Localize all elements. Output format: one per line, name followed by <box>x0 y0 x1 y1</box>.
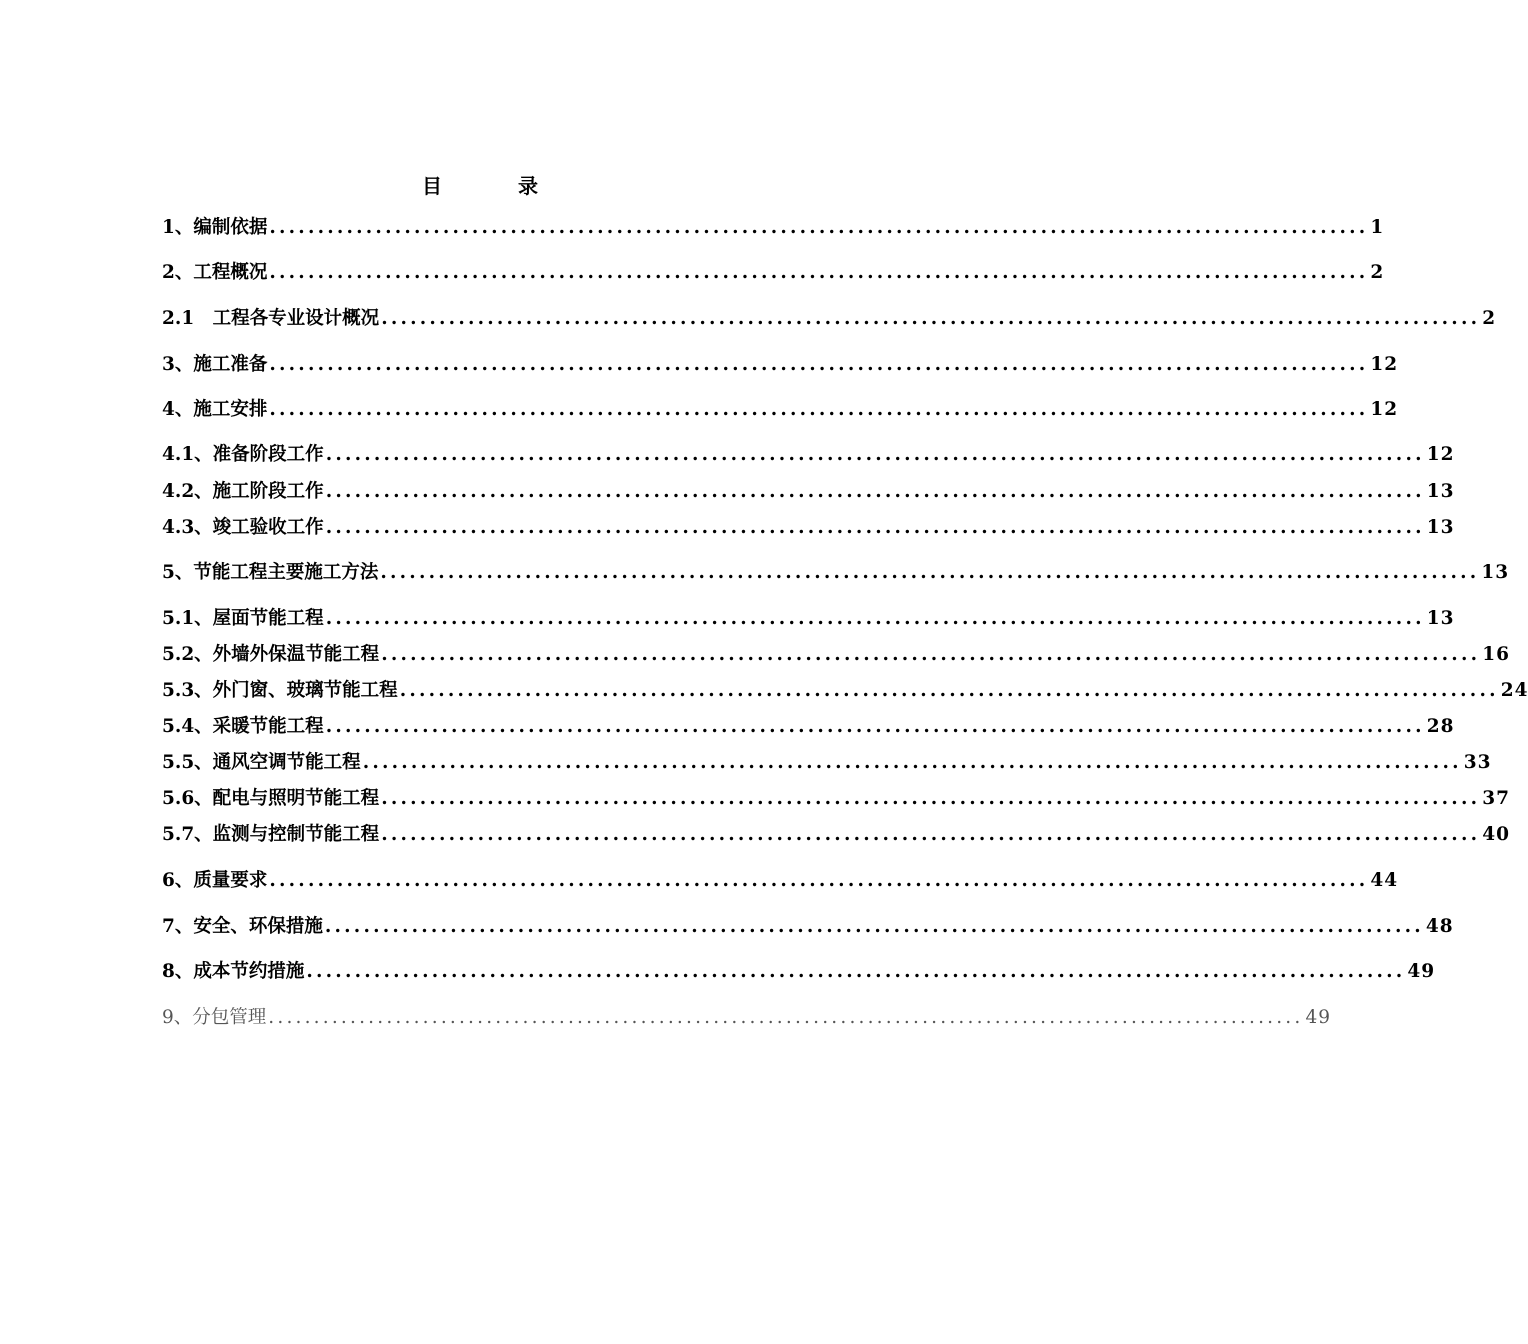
toc-leader-dots: .................................................................................................................. <box>325 481 1425 502</box>
toc-entry-page: 40 <box>1482 824 1510 845</box>
toc-leader-dots: .................................................................................................................. <box>324 916 1424 937</box>
toc-entry[interactable] <box>162 514 1455 542</box>
toc-entry-label: 9、分包管理 <box>162 1007 267 1028</box>
toc-entry-label: 8、成本节约措施 <box>162 961 305 982</box>
toc-leader-dots: .................................................................................................................. <box>381 644 1481 665</box>
toc-entry-page: 12 <box>1370 354 1399 375</box>
toc-entry-label: 4.1、准备阶段工作 <box>162 444 324 465</box>
toc-leader-dots: .................................................................................................................. <box>325 716 1425 737</box>
toc-entry-page: 2 <box>1370 262 1385 283</box>
toc-leader-dots: .................................................................................................................. <box>268 1007 1304 1028</box>
toc-entry-label: 4.3、竣工验收工作 <box>162 517 324 538</box>
toc-entry[interactable] <box>162 641 1510 669</box>
toc-entry-label: 1、编制依据 <box>162 217 268 238</box>
toc-leader-dots: .................................................................................................................. <box>269 217 1369 238</box>
toc-entry[interactable] <box>162 214 1385 242</box>
toc-leader-dots: .................................................................................................................. <box>362 752 1462 773</box>
toc-entry-label: 5.6、配电与照明节能工程 <box>162 788 380 809</box>
toc-entry-label: 5.7、监测与控制节能工程 <box>162 824 380 845</box>
toc-entry[interactable] <box>162 913 1454 941</box>
toc-leader-dots: .................................................................................................................. <box>306 961 1406 982</box>
toc-entry[interactable] <box>162 305 1497 333</box>
toc-entry[interactable] <box>162 259 1385 287</box>
toc-entry[interactable] <box>162 677 1528 705</box>
toc-entry-label: 5.4、采暖节能工程 <box>162 716 324 737</box>
toc-entry[interactable] <box>162 749 1492 777</box>
toc-entry-page: 13 <box>1426 608 1455 629</box>
toc-entry-page: 37 <box>1482 788 1510 809</box>
toc-entry-label: 5、节能工程主要施工方法 <box>162 562 379 583</box>
toc-entry[interactable] <box>162 478 1455 506</box>
toc-entry-label: 2.1 工程各专业设计概况 <box>162 308 380 329</box>
toc-entry[interactable] <box>162 867 1399 895</box>
title-part-1: 目 <box>422 174 442 198</box>
toc-leader-dots: .................................................................................................................. <box>325 517 1425 538</box>
toc-entry[interactable] <box>162 1004 1332 1032</box>
toc-entry-page: 33 <box>1463 752 1492 773</box>
toc-leader-dots: .................................................................................................................. <box>269 870 1369 891</box>
title-part-2: 录 <box>518 174 538 198</box>
toc-entry-page: 24 <box>1500 680 1528 701</box>
toc-entry-label: 7、安全、环保措施 <box>162 916 323 937</box>
toc-entry-page: 13 <box>1481 562 1510 583</box>
toc-entry-label: 3、施工准备 <box>162 354 268 375</box>
toc-entry[interactable] <box>162 958 1436 986</box>
toc-entry-label: 6、质量要求 <box>162 870 268 891</box>
toc-entry[interactable] <box>162 821 1510 849</box>
toc-leader-dots: .................................................................................................................. <box>399 680 1499 701</box>
toc-entry[interactable] <box>162 713 1455 741</box>
toc-entry[interactable] <box>162 559 1510 587</box>
toc-entry-page: 1 <box>1370 217 1385 238</box>
toc-leader-dots: .................................................................................................................. <box>381 824 1481 845</box>
toc-entry-page: 13 <box>1426 517 1455 538</box>
toc-entry-page: 44 <box>1370 870 1399 891</box>
toc-entry-page: 12 <box>1370 399 1399 420</box>
toc-entry-page: 13 <box>1426 481 1455 502</box>
toc-leader-dots: .................................................................................................................. <box>325 444 1425 465</box>
page-title <box>0 170 960 199</box>
toc-entry-label: 4.2、施工阶段工作 <box>162 481 324 502</box>
toc-leader-dots: .................................................................................................................. <box>381 788 1481 809</box>
toc-entry-page: 28 <box>1426 716 1455 737</box>
toc-entry-label: 4、施工安排 <box>162 399 268 420</box>
toc-leader-dots: .................................................................................................................. <box>269 262 1369 283</box>
toc-entry[interactable] <box>162 351 1399 379</box>
toc-entry-page: 49 <box>1407 961 1436 982</box>
toc-entry[interactable] <box>162 605 1455 633</box>
toc-entry[interactable] <box>162 441 1455 469</box>
toc-entry-page: 48 <box>1425 916 1454 937</box>
toc-entry-label: 5.1、屋面节能工程 <box>162 608 324 629</box>
toc-leader-dots: .................................................................................................................. <box>269 354 1369 375</box>
toc-entry-page: 16 <box>1482 644 1510 665</box>
toc-entry-label: 5.3、外门窗、玻璃节能工程 <box>162 680 398 701</box>
toc-leader-dots: .................................................................................................................. <box>380 562 1480 583</box>
toc-leader-dots: .................................................................................................................. <box>381 308 1481 329</box>
toc-entry-label: 2、工程概况 <box>162 262 268 283</box>
toc-entry-page: 49 <box>1305 1007 1332 1028</box>
toc-leader-dots: .................................................................................................................. <box>269 399 1369 420</box>
toc-entry-label: 5.5、通风空调节能工程 <box>162 752 361 773</box>
toc-entry-page: 2 <box>1482 308 1497 329</box>
toc-entry[interactable] <box>162 785 1510 813</box>
toc-entry-label: 5.2、外墙外保温节能工程 <box>162 644 380 665</box>
toc-entry[interactable] <box>162 396 1399 424</box>
toc-leader-dots: .................................................................................................................. <box>325 608 1425 629</box>
toc-entry-page: 12 <box>1426 444 1455 465</box>
